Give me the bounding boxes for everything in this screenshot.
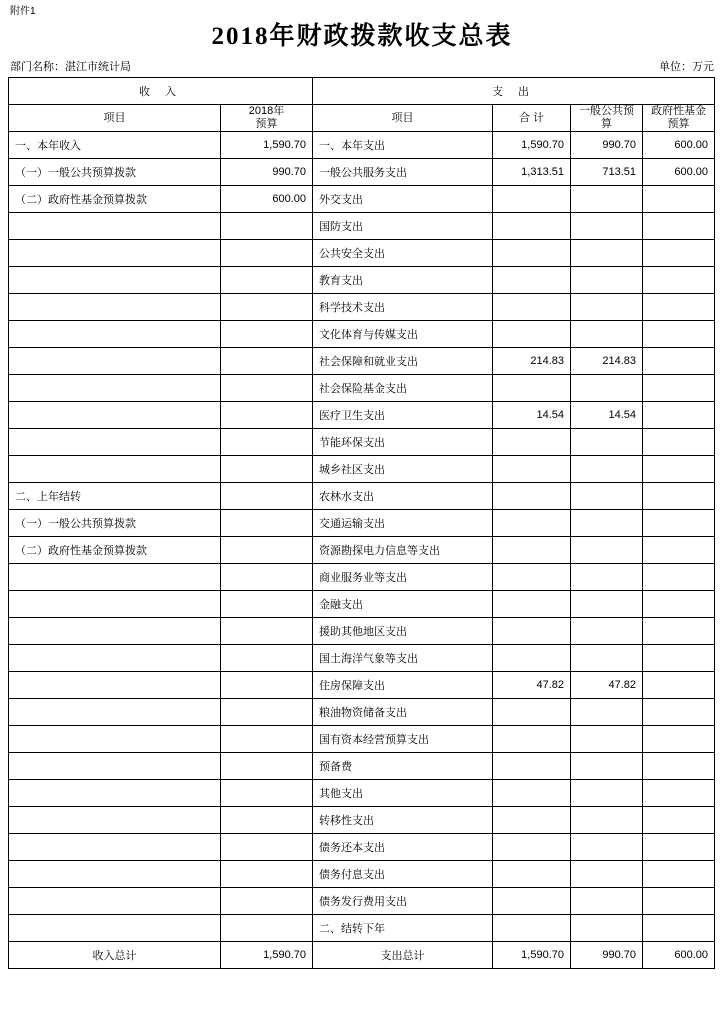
gov-fund-cell (643, 294, 715, 321)
income-budget-cell (221, 726, 313, 753)
expense-item-cell: 二、结转下年 (313, 915, 493, 942)
unit-label: 单位：万元 (659, 61, 714, 73)
expense-item-cell: 转移性支出 (313, 807, 493, 834)
gov-fund-cell (643, 672, 715, 699)
general-public-cell (571, 807, 643, 834)
gov-fund-cell (643, 375, 715, 402)
expense-item-cell: 国土海洋气象等支出 (313, 645, 493, 672)
income-budget-cell: 600.00 (221, 186, 313, 213)
gov-fund-cell (643, 240, 715, 267)
table-row (9, 888, 715, 915)
expense-total-cell (493, 321, 571, 348)
general-public-cell (571, 294, 643, 321)
expense-item-cell: 金融支出 (313, 591, 493, 618)
expense-item-cell: 一般公共服务支出 (313, 159, 493, 186)
expense-total-cell: 47.82 (493, 672, 571, 699)
general-public-cell (571, 888, 643, 915)
general-public-cell (571, 483, 643, 510)
meta-row (10, 60, 714, 74)
expense-total-cell (493, 213, 571, 240)
income-budget-cell (221, 213, 313, 240)
gov-fund-cell (643, 267, 715, 294)
total-income-label: 收入总计 (9, 942, 221, 969)
expense-item-cell: 债务发行费用支出 (313, 888, 493, 915)
expense-item-cell: 住房保障支出 (313, 672, 493, 699)
table-row (9, 537, 715, 564)
income-item-cell (9, 294, 221, 321)
expense-item-cell: 社会保障和就业支出 (313, 348, 493, 375)
table-row (9, 429, 715, 456)
gov-fund-cell: 600.00 (643, 159, 715, 186)
general-public-cell: 47.82 (571, 672, 643, 699)
header-income-budget-line1: 2018年 (248, 105, 285, 117)
expense-item-cell: 文化体育与传媒支出 (313, 321, 493, 348)
expense-total-cell: 14.54 (493, 402, 571, 429)
income-budget-cell (221, 267, 313, 294)
expense-total-cell: 1,313.51 (493, 159, 571, 186)
expense-total-cell (493, 510, 571, 537)
gov-fund-cell (643, 348, 715, 375)
income-item-cell (9, 618, 221, 645)
table-row (9, 834, 715, 861)
expense-item-cell: 一、本年支出 (313, 132, 493, 159)
income-budget-cell (221, 780, 313, 807)
general-public-cell (571, 537, 643, 564)
income-budget-cell: 990.70 (221, 159, 313, 186)
table-row (9, 510, 715, 537)
income-item-cell (9, 564, 221, 591)
page-title: 2018年财政拨款收支总表 (211, 23, 513, 50)
gov-fund-cell (643, 726, 715, 753)
table-foot (9, 942, 715, 969)
gov-fund-cell (643, 861, 715, 888)
expense-item-cell: 科学技术支出 (313, 294, 493, 321)
income-item-cell: （一）一般公共预算拨款 (9, 159, 221, 186)
income-item-cell (9, 213, 221, 240)
general-public-cell (571, 564, 643, 591)
general-public-cell (571, 375, 643, 402)
header-expense-item: 项目 (313, 105, 493, 132)
gov-fund-cell (643, 429, 715, 456)
table-row (9, 915, 715, 942)
total-expense-label: 支出总计 (313, 942, 493, 969)
income-item-cell (9, 699, 221, 726)
header-general-public-budget-line2: 算 (601, 118, 612, 130)
general-public-cell (571, 321, 643, 348)
expense-item-cell: 资源勘探电力信息等支出 (313, 537, 493, 564)
table-row (9, 402, 715, 429)
table-row (9, 699, 715, 726)
general-public-cell: 990.70 (571, 132, 643, 159)
expense-total-cell (493, 834, 571, 861)
income-item-cell (9, 348, 221, 375)
table-row (9, 753, 715, 780)
table-row (9, 861, 715, 888)
gov-fund-cell (643, 213, 715, 240)
expense-total-cell (493, 807, 571, 834)
general-public-cell (571, 510, 643, 537)
table-row (9, 591, 715, 618)
income-budget-cell (221, 861, 313, 888)
general-public-cell (571, 753, 643, 780)
gov-fund-cell: 600.00 (643, 132, 715, 159)
gov-fund-cell (643, 618, 715, 645)
income-budget-cell (221, 645, 313, 672)
table-row (9, 132, 715, 159)
gov-fund-cell (643, 402, 715, 429)
general-public-cell (571, 726, 643, 753)
table-row (9, 375, 715, 402)
income-item-cell (9, 672, 221, 699)
table-body (9, 132, 715, 942)
table-row (9, 240, 715, 267)
expense-total-cell (493, 618, 571, 645)
header-gov-fund-budget-line1: 政府性基金 (651, 105, 706, 117)
table-row (9, 267, 715, 294)
income-item-cell (9, 267, 221, 294)
income-budget-cell (221, 618, 313, 645)
table-row (9, 159, 715, 186)
table-row (9, 348, 715, 375)
income-item-cell (9, 807, 221, 834)
general-public-cell (571, 699, 643, 726)
table-column-header-row (9, 105, 715, 132)
income-budget-cell (221, 375, 313, 402)
gov-fund-cell (643, 186, 715, 213)
income-budget-cell (221, 672, 313, 699)
table-row (9, 564, 715, 591)
total-general-public-value: 990.70 (571, 942, 643, 969)
income-budget-cell (221, 888, 313, 915)
header-income-item: 项目 (9, 105, 221, 132)
table-row (9, 726, 715, 753)
expense-total-cell (493, 267, 571, 294)
income-item-cell (9, 726, 221, 753)
income-item-cell (9, 888, 221, 915)
income-item-cell (9, 645, 221, 672)
gov-fund-cell (643, 807, 715, 834)
general-public-cell (571, 645, 643, 672)
header-income-budget (221, 105, 313, 132)
table-row (9, 213, 715, 240)
expense-total-cell (493, 861, 571, 888)
total-gov-fund-value: 600.00 (643, 942, 715, 969)
gov-fund-cell (643, 888, 715, 915)
expense-total-cell (493, 591, 571, 618)
income-budget-cell (221, 348, 313, 375)
income-budget-cell (221, 294, 313, 321)
header-general-public-budget (571, 105, 643, 132)
income-budget-cell (221, 402, 313, 429)
expense-item-cell: 农林水支出 (313, 483, 493, 510)
gov-fund-cell (643, 753, 715, 780)
income-budget-cell (221, 483, 313, 510)
expense-total-cell: 214.83 (493, 348, 571, 375)
income-budget-cell (221, 591, 313, 618)
income-item-cell (9, 456, 221, 483)
income-item-cell (9, 753, 221, 780)
expense-item-cell: 预备费 (313, 753, 493, 780)
expense-total-cell (493, 186, 571, 213)
expense-item-cell: 城乡社区支出 (313, 456, 493, 483)
expense-item-cell: 商业服务业等支出 (313, 564, 493, 591)
expense-total-cell (493, 294, 571, 321)
table-total-row (9, 942, 715, 969)
gov-fund-cell (643, 510, 715, 537)
income-item-cell: （一）一般公共预算拨款 (9, 510, 221, 537)
expense-total-cell (493, 483, 571, 510)
header-expense-total: 合 计 (493, 105, 571, 132)
gov-fund-cell (643, 780, 715, 807)
expense-item-cell: 教育支出 (313, 267, 493, 294)
expense-total-cell: 1,590.70 (493, 132, 571, 159)
expense-total-cell (493, 726, 571, 753)
general-public-cell (571, 780, 643, 807)
general-public-cell (571, 861, 643, 888)
expense-total-cell (493, 456, 571, 483)
table-row (9, 780, 715, 807)
income-item-cell (9, 402, 221, 429)
general-public-cell (571, 618, 643, 645)
table-row (9, 618, 715, 645)
general-public-cell (571, 186, 643, 213)
expense-item-cell: 粮油物资储备支出 (313, 699, 493, 726)
expense-total-cell (493, 780, 571, 807)
income-budget-cell (221, 537, 313, 564)
gov-fund-cell (643, 564, 715, 591)
header-gov-fund-budget-line2: 预算 (667, 118, 690, 130)
expense-total-cell (493, 240, 571, 267)
gov-fund-cell (643, 321, 715, 348)
expense-item-cell: 援助其他地区支出 (313, 618, 493, 645)
general-public-cell (571, 834, 643, 861)
income-item-cell (9, 780, 221, 807)
header-income-budget-line2: 预算 (255, 118, 278, 130)
income-budget-cell (221, 429, 313, 456)
budget-table (8, 77, 715, 969)
expense-total-cell (493, 375, 571, 402)
expense-item-cell: 医疗卫生支出 (313, 402, 493, 429)
total-expense-value: 1,590.70 (493, 942, 571, 969)
expense-total-cell (493, 699, 571, 726)
income-budget-cell (221, 321, 313, 348)
total-income-value: 1,590.70 (221, 942, 313, 969)
table-row (9, 645, 715, 672)
expense-item-cell: 债务付息支出 (313, 861, 493, 888)
gov-fund-cell (643, 591, 715, 618)
income-group-header: 收 入 (9, 78, 313, 105)
income-item-cell: 一、本年收入 (9, 132, 221, 159)
general-public-cell: 214.83 (571, 348, 643, 375)
income-item-cell (9, 591, 221, 618)
general-public-cell (571, 240, 643, 267)
general-public-cell: 14.54 (571, 402, 643, 429)
general-public-cell: 713.51 (571, 159, 643, 186)
general-public-cell (571, 915, 643, 942)
income-budget-cell (221, 564, 313, 591)
general-public-cell (571, 213, 643, 240)
income-item-cell (9, 375, 221, 402)
gov-fund-cell (643, 699, 715, 726)
income-item-cell: 二、上年结转 (9, 483, 221, 510)
income-budget-cell (221, 915, 313, 942)
income-budget-cell (221, 240, 313, 267)
income-item-cell: （二）政府性基金预算拨款 (9, 537, 221, 564)
income-budget-cell (221, 807, 313, 834)
expense-total-cell (493, 645, 571, 672)
table-row (9, 321, 715, 348)
income-budget-cell (221, 753, 313, 780)
income-item-cell (9, 240, 221, 267)
expense-total-cell (493, 888, 571, 915)
table-row (9, 807, 715, 834)
table-group-header-row (9, 78, 715, 105)
gov-fund-cell (643, 483, 715, 510)
income-budget-cell: 1,590.70 (221, 132, 313, 159)
expense-total-cell (493, 429, 571, 456)
header-gov-fund-budget (643, 105, 715, 132)
income-item-cell: （二）政府性基金预算拨款 (9, 186, 221, 213)
gov-fund-cell (643, 456, 715, 483)
expense-item-cell: 社会保险基金支出 (313, 375, 493, 402)
expense-item-cell: 国防支出 (313, 213, 493, 240)
table-row (9, 294, 715, 321)
income-budget-cell (221, 834, 313, 861)
general-public-cell (571, 429, 643, 456)
expense-total-cell (493, 915, 571, 942)
expense-item-cell: 公共安全支出 (313, 240, 493, 267)
expense-total-cell (493, 564, 571, 591)
gov-fund-cell (643, 915, 715, 942)
table-row (9, 456, 715, 483)
income-budget-cell (221, 699, 313, 726)
income-item-cell (9, 834, 221, 861)
expense-item-cell: 其他支出 (313, 780, 493, 807)
income-budget-cell (221, 510, 313, 537)
income-item-cell (9, 429, 221, 456)
table-head (9, 78, 715, 132)
gov-fund-cell (643, 834, 715, 861)
expense-group-header: 支 出 (313, 78, 715, 105)
expense-total-cell (493, 753, 571, 780)
gov-fund-cell (643, 537, 715, 564)
attachment-label: 附件1 (10, 6, 36, 17)
table-row (9, 672, 715, 699)
gov-fund-cell (643, 645, 715, 672)
table-row (9, 186, 715, 213)
income-item-cell (9, 915, 221, 942)
expense-item-cell: 债务还本支出 (313, 834, 493, 861)
income-item-cell (9, 321, 221, 348)
expense-item-cell: 外交支出 (313, 186, 493, 213)
expense-total-cell (493, 537, 571, 564)
department-name: 部门名称：湛江市统计局 (10, 61, 131, 73)
header-general-public-budget-line1: 一般公共预 (579, 105, 634, 117)
income-budget-cell (221, 456, 313, 483)
table-row (9, 483, 715, 510)
general-public-cell (571, 267, 643, 294)
income-item-cell (9, 861, 221, 888)
expense-item-cell: 国有资本经营预算支出 (313, 726, 493, 753)
general-public-cell (571, 591, 643, 618)
general-public-cell (571, 456, 643, 483)
expense-item-cell: 交通运输支出 (313, 510, 493, 537)
expense-item-cell: 节能环保支出 (313, 429, 493, 456)
